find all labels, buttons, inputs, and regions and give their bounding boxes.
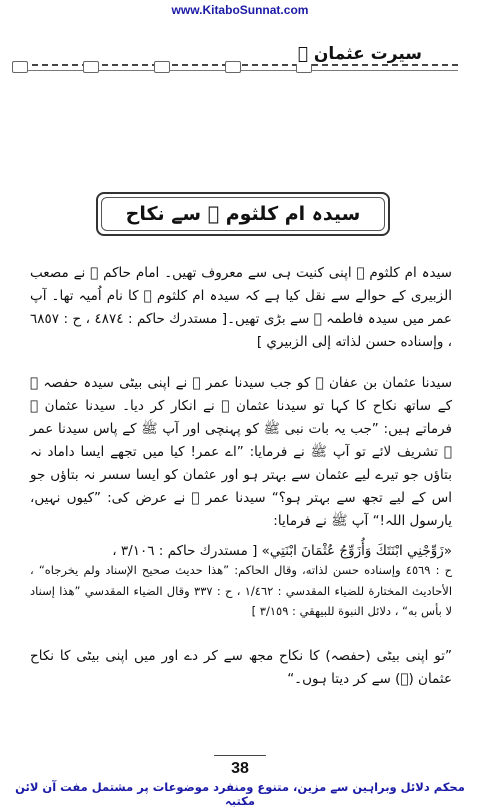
page-number-rule [214,755,266,756]
running-header [12,30,468,90]
chapter-heading-box [96,192,390,236]
paragraph: سیدنا عثمان بن عفان ﷛ کو جب سیدنا عمر ﷛ نے اپنی بیٹی سیدہ حفصہ ﷝ کے ساتھ نکاح کا کہا تو سیدنا عثمان ﷛ نے انکار کر دیا۔ سیدنا عثمان ﷛ فرماتے ہیں: ”جب یہ بات نبی ﷺ کو پہنچی اور آپ ﷺ کے پاس سیدنا عمر ﷛ تشریف لائے تو آپ ﷺ نے فرمایا: ”اے عمر! کیا میں تجھے ایسا داماد نہ بتاؤں جو تیرے لیے عثمان سے بہتر ہو اور عثمان کو ایسا سسر نہ بتاؤں جو اس کے لیے تجھ سے بہتر ہو؟“ سیدنا عمر ﷛ نے عرض کی: ”کیوں نہیں، یارسول اللہ!“ آپ ﷺ نے فرمایا: [30,375,452,529]
site-url[interactable]: www.KitaboSunnat.com [171,3,309,17]
ornament-icon [154,61,170,73]
ornament-icon [225,61,241,73]
reference-text: ح : ٤٥٦٩ وإسناده حسن لذاته، وقال الحاكم: ”هذا حديث صحيح الإسناد ولم يخرجاه“ ، الأحاديث المختارة للضياء المقدسي : ١/٤٦٢ ، ح : ٣٣٧ وقال الضياء المقدسي ”هذا إسناد لا بأس به“ ، دلائل النبوة للبيهقي : ٣/١٥٩ ] [30,563,453,618]
ornament-icon [12,61,28,73]
ornament-icon [83,61,99,73]
chapter-heading: سیدہ ام کلثوم ﷝ سے نکاح [125,203,361,225]
hadith-quote: «زَوِّجْنِي ابْنَتَكَ وَأُزَوِّجُ عُثْمَانَ ابْنَتِي» [ مستدرك حاكم : ٣/١٠٦ ، [112,543,452,559]
header-title: سیرت عثمان ﷛ [292,44,428,64]
translation-paragraph: ”تو اپنی بیٹی (حفصہ) کا نکاح مجھ سے کر دے اور میں اپنی بیٹی کا نکاح عثمان (﷛) سے کر دیتا ہوں۔“ [30,648,452,687]
page-number: 38 [231,760,249,777]
header-ornaments [12,52,312,82]
paragraph: سیدہ ام کلثوم ﷝ اپنی کنیت ہی سے معروف تھیں۔ امام حاکم ﷫ نے مصعب الزبیری کے حوالے سے نقل کیا ہے کہ سیدہ ام کلثوم ﷝ کا نام اُمیہ تھا۔ آپ عمر میں سیدہ فاطمہ ﷝ سے بڑی تھیں۔[ مستدرك حاكم : ٤٨٧٤ ، ح : ٦٨٥٧ ، وإسناده حسن لذاته إلى الزبيري ] [30,265,452,350]
footer-banner: محکم دلائل وبراہین سے مزین، متنوع ومنفرد موضوعات پر مشتمل مفت آن لائن مکتبہ [15,780,465,808]
